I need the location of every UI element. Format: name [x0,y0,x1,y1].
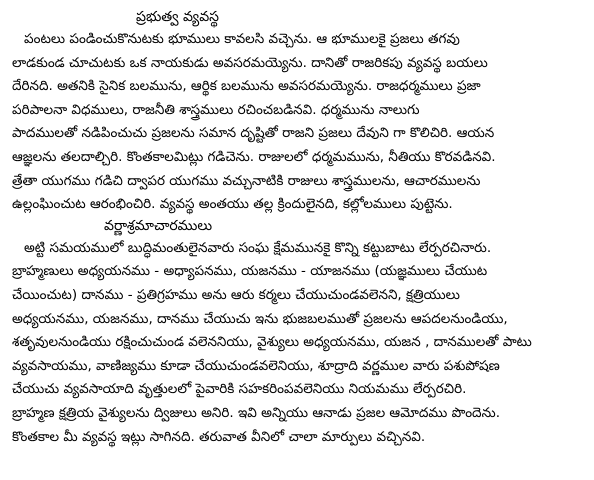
paragraph-line: ఉల్లంఘించుట ఆరంభించిరి. వ్యవస్థ అంతయు తల్ల క్రిందులైనది, కల్లోలములు పుట్టెను. [12,196,453,213]
paragraph-line: త్రేతా యుగము గడిచి ద్వాపర యుగము వచ్చునాటికి రాజులు శాస్త్రములను, ఆచారములను [12,172,481,189]
paragraph-line: పంటలు పండించుకొనుటకు భూములు కావలసి వచ్చెను. ఆ భూములకై ప్రజలు తగవు [24,31,460,47]
paragraph-line: వ్యవసాయము, వాణిజ్యము కూడా చేయుచుండవలెనియు, శూద్రాది వర్ణముల వారు పశుపోషణ [12,357,500,374]
paragraph-line: అధ్యయనము, యజనము, దానము చేయుచు ఇను భుజబలముతో ప్రజలను ఆపదలనుండియు, [12,310,508,327]
paragraph-line: ఆజ్ఞలను తలదాల్చిరి. కొంతకాలమిట్లు గడిచెను. రాజులలో ధర్మమమును, నీతియు కొరవడినవి. [12,148,496,165]
paragraph-line: దేరినది. అతనికి సైనిక బలమును, ఆర్థిక బలమును అవసరమయ్యెను. రాజధర్మములు ప్రజా [12,78,481,95]
paragraph-line: చేయుచు వ్యవసాయాది వృత్తులలో పైవారికి సహకరింపవలెనియు నియమము లేర్పరచిరి. [12,381,467,398]
paragraph-line: చేయించుట) దానము - ప్రతిగ్రహము అను ఆరు కర్మలు చేయుచుండవలెనని, క్షత్రియులు [12,286,460,303]
paragraph-line: అట్టి సమయములో బుద్ధిమంతులైనవారు సంఘ క్షేమమునకై కొన్ని కట్టుబాటు లేర్పరచినారు. [24,239,492,256]
paragraph-line: బ్రాహ్మణులు అధ్యయనము - అధ్యాపనము, యజనము - యాజనము (యజ్ఞములు చేయుట [12,263,488,280]
section-heading-government-system: ప్రభుత్వ వ్యవస్థ [136,9,219,25]
paragraph-line: శతృవులనుండియు రక్షించుచుండ వలెననియు, వైశ్యులు అధ్యయనము, యజన , దానములతో పాటు [12,334,532,351]
paragraph-line: లాడకుండ చూచుటకు ఒక నాయకుడు అవసరమయ్యెను. దానితో రాజరికపు వ్యవస్థ బయలు [12,54,488,71]
paragraph-line: కొంతకాల మీ వ్యవస్థ ఇట్లు సాగినది. తరువాత వీనిలో చాలా మార్పులు వచ్చినవి. [12,428,426,445]
paragraph-line: బ్రాహ్మణ క్షత్రియ వైశ్యులను ద్విజులు అనిరి. ఇవి అన్నియు ఆనాడు ప్రజల ఆమోదము పొందెను. [12,404,501,421]
paragraph-line: పాదములతో నడిపించుచు ప్రజలను సమాన దృష్టితో రాజని ప్రజలు దేవుని గా కొలిచిరి. ఆయన [12,125,495,142]
paragraph-line: పరిపాలనా విధములు, రాజనీతి శాస్త్రములు రచించబడినవి. ధర్మమును నాలుగు [12,101,420,118]
section-heading-varnashrama: వర్ణాశ్రమాచారములు [104,217,213,234]
